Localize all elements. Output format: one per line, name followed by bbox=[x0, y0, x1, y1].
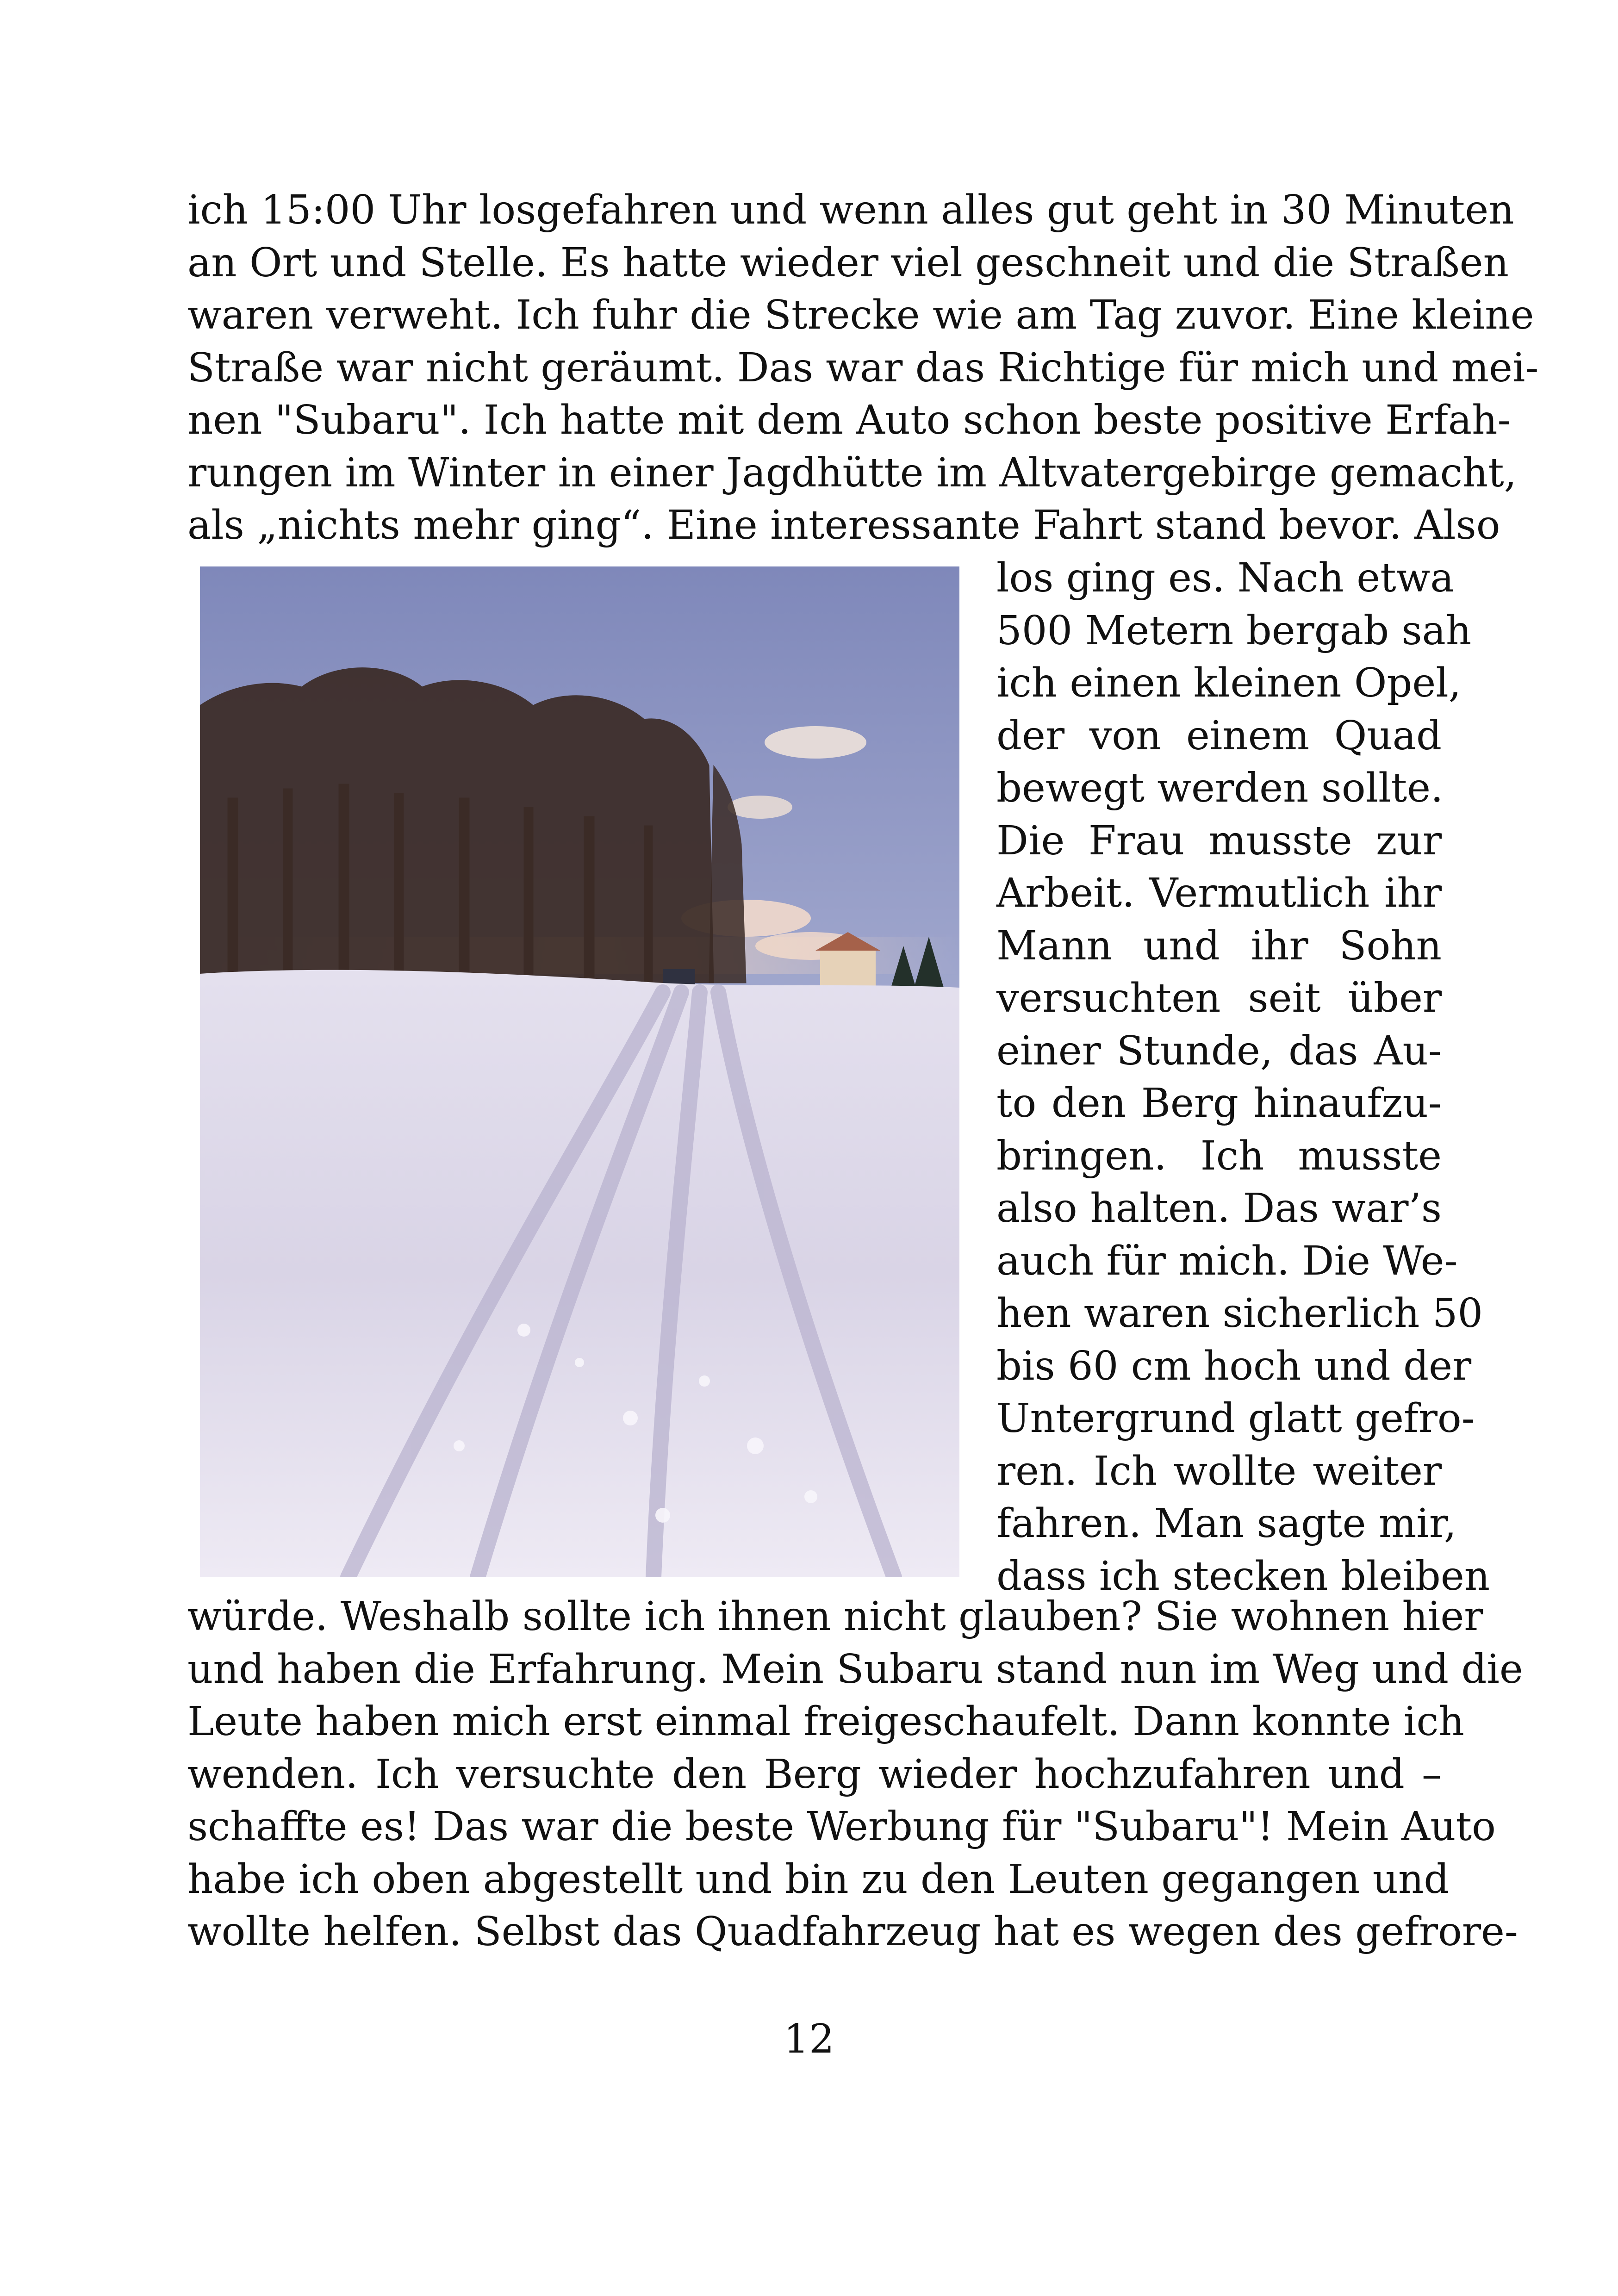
text-line: habe ich oben abgestellt und bin zu den Leuten gegangen und bbox=[187, 1856, 1450, 1903]
text-line: bringen. Ich musste bbox=[996, 1132, 1442, 1179]
text-line: bewegt werden sollte. bbox=[996, 765, 1444, 811]
text-line: nen "Subaru". Ich hatte mit dem Auto schon beste positive Erfah- bbox=[187, 397, 1511, 443]
winter-road-photo bbox=[200, 566, 959, 1577]
paragraph-beside-photo bbox=[996, 552, 1490, 1603]
paragraph-top bbox=[187, 184, 1539, 552]
text-line: an Ort und Stelle. Es hatte wieder viel geschneit und die Straßen bbox=[187, 239, 1509, 286]
text-line: also halten. Das war’s bbox=[996, 1185, 1442, 1232]
text-line: auch für mich. Die We- bbox=[996, 1238, 1458, 1284]
text-line: los ging es. Nach etwa bbox=[996, 555, 1454, 601]
text-line: Arbeit. Vermutlich ihr bbox=[996, 870, 1442, 916]
text-line: Mann und ihr Sohn bbox=[996, 922, 1442, 969]
text-line: Untergrund glatt gefro- bbox=[996, 1395, 1475, 1442]
text-line: ren. Ich wollte weiter bbox=[996, 1448, 1442, 1494]
page-number: 12 bbox=[784, 2016, 834, 2062]
text-line: to den Berg hinaufzu- bbox=[996, 1080, 1442, 1126]
text-line: und haben die Erfahrung. Mein Subaru stand nun im Weg und die bbox=[187, 1646, 1523, 1692]
text-line: bis 60 cm hoch und der bbox=[996, 1343, 1472, 1389]
paragraph-bottom bbox=[187, 1591, 1523, 1959]
text-line: Straße war nicht geräumt. Das war das Richtige für mich und mei- bbox=[187, 344, 1539, 391]
text-line: Leute haben mich erst einmal freigeschaufelt. Dann konnte ich bbox=[187, 1699, 1464, 1745]
text-line: dass ich stecken bleiben bbox=[996, 1553, 1490, 1599]
text-line: einer Stunde, das Au- bbox=[996, 1027, 1442, 1074]
text-line: versuchten seit über bbox=[996, 975, 1442, 1021]
text-line: wenden. Ich versuchte den Berg wieder hochzufahren und – bbox=[187, 1751, 1442, 1798]
text-line: ich 15:00 Uhr losgefahren und wenn alles gut geht in 30 Minuten bbox=[187, 187, 1514, 233]
text-line: hen waren sicherlich 50 bbox=[996, 1290, 1483, 1337]
text-line: waren verweht. Ich fuhr die Strecke wie am Tag zuvor. Eine kleine bbox=[187, 292, 1534, 338]
text-line: als „nichts mehr ging“. Eine interessante Fahrt stand bevor. Also bbox=[187, 502, 1500, 548]
text-line: rungen im Winter in einer Jagdhütte im Altvatergebirge gemacht, bbox=[187, 449, 1517, 496]
text-line: der von einem Quad bbox=[996, 712, 1442, 759]
text-line: Die Frau musste zur bbox=[996, 817, 1442, 864]
text-line: schaffte es! Das war die beste Werbung für "Subaru"! Mein Auto bbox=[187, 1804, 1496, 1850]
text-line: fahren. Man sagte mir, bbox=[996, 1500, 1456, 1547]
text-line: würde. Weshalb sollte ich ihnen nicht glauben? Sie wohnen hier bbox=[187, 1593, 1483, 1640]
text-line: 500 Metern bergab sah bbox=[996, 607, 1472, 654]
text-line: ich einen kleinen Opel, bbox=[996, 660, 1462, 706]
text-line: wollte helfen. Selbst das Quadfahrzeug hat es wegen des gefrore- bbox=[187, 1909, 1518, 1955]
